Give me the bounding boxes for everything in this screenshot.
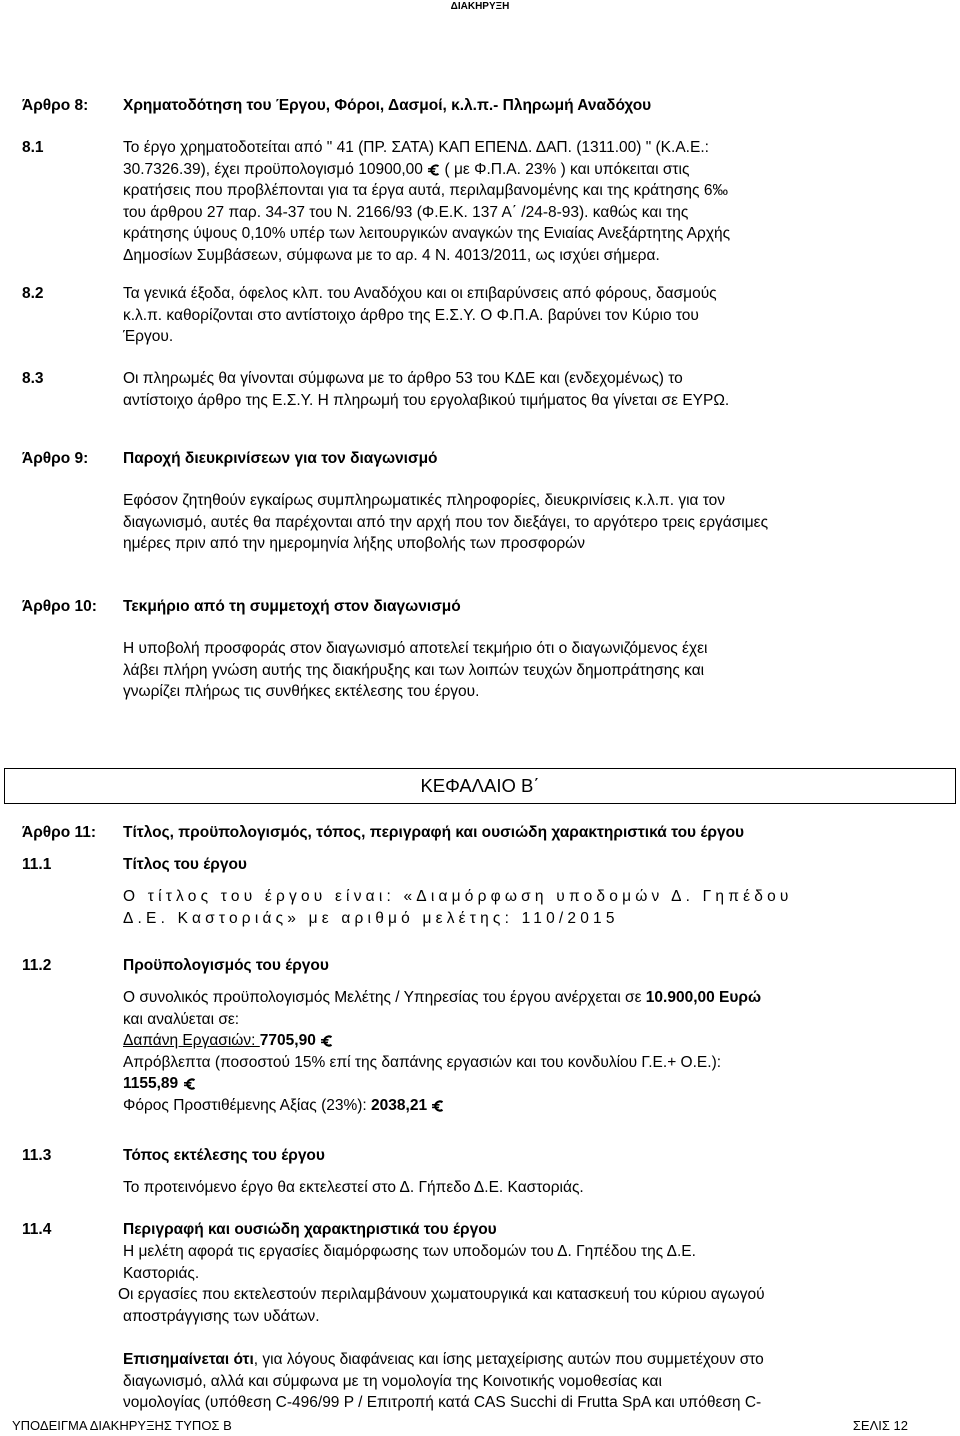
text-span: Δαπάνη Εργασιών: bbox=[123, 1032, 260, 1049]
text-line: και αναλύεται σε: bbox=[123, 1010, 240, 1028]
text-line bbox=[123, 1030, 908, 1052]
text-line: νομολογίας (υπόθεση C-496/99 P / Επιτροπή κατά CAS Succhi di Frutta SpA και υπόθεση C- bbox=[123, 1394, 762, 1411]
text-span: Ο συνολικός προϋπολογισμός Μελέτης / Υπηρεσίας του έργου ανέρχεται σε bbox=[123, 989, 646, 1006]
section-11-4-text-c bbox=[123, 1349, 898, 1414]
section-8-1-number: 8.1 bbox=[22, 139, 44, 156]
contingency-amount: 1155,89 bbox=[123, 1075, 179, 1092]
page-header: ΔΙΑΚΗΡΥΞΗ bbox=[450, 1, 510, 12]
text-span: Φόρος Προστιθέμενης Αξίας (23%): bbox=[123, 1096, 372, 1114]
section-11-1-text bbox=[123, 886, 913, 929]
section-11-3-number: 11.3 bbox=[22, 1147, 52, 1164]
text-line: αποστράγγισης των υδάτων. bbox=[123, 1307, 320, 1325]
section-11-4-text-b bbox=[118, 1284, 908, 1327]
article-11-number: Άρθρο 11: bbox=[22, 824, 97, 841]
text-line: Ο τίτλος του έργου είναι: «Διαμόρφωση υποδομών Δ. Γηπέδου bbox=[123, 888, 793, 905]
section-11-2-title: Προϋπολογισμός του έργου bbox=[123, 957, 329, 974]
total-budget: 10.900,00 Ευρώ bbox=[645, 989, 762, 1006]
text-line: Η υποβολή προσφοράς στον διαγωνισμό αποτελεί τεκμήριο ότι ο διαγωνιζόμενος έχει bbox=[123, 640, 708, 657]
section-11-4-number: 11.4 bbox=[22, 1221, 52, 1238]
article-8-title: Χρηματοδότηση του Έργου, Φόροι, Δασμοί, κ.λ.π.- Πληρωμή Αναδόχου bbox=[123, 97, 652, 114]
section-8-2-text bbox=[123, 283, 898, 348]
text-line: Δ.Ε. Καστοριάς» με αριθμό μελέτης: 110/2015 bbox=[123, 909, 619, 927]
text-line: κράτησης ύψους 0,10% υπέρ των λειτουργικών αναγκών της Ενιαίας Ανεξάρτητης Αρχής bbox=[123, 225, 731, 242]
text-line: Οι εργασίες που εκτελεστούν περιλαμβάνουν χωματουργικά και κατασκευή του κύριου αγωγού bbox=[118, 1286, 765, 1303]
chapter-heading: ΚΕΦΑΛΑΙΟ Β΄ bbox=[420, 775, 540, 796]
text-line: κρατήσεις που προβλέπονται για τα έργα αυτά, περιλαμβανομένης και της κράτησης 6‰ bbox=[123, 182, 728, 199]
text-line: Δημοσίων Συμβάσεων, σύμφωνα με το αρ. 4 Ν. 4013/2011, ως ισχύει σήμερα. bbox=[123, 246, 660, 264]
article-9-number: Άρθρο 9: bbox=[22, 450, 89, 467]
euro-icon bbox=[431, 1100, 444, 1111]
text-line: διαγωνισμό, αλλά και σύμφωνα με τη νομολογία της Κοινοτικής νομοθεσίας και bbox=[123, 1372, 662, 1390]
text-line: Οι πληρωμές θα γίνονται σύμφωνα με το άρθρο 53 του ΚΔΕ και (ενδεχομένως) το bbox=[123, 370, 683, 387]
text-line bbox=[123, 1095, 908, 1117]
text-span: ( με Φ.Π.Α. 23% ) και υπόκειται στις bbox=[444, 160, 690, 178]
text-line: Η μελέτη αφορά τις εργασίες διαμόρφωσης των υποδομών του Δ. Γηπέδου της Δ.Ε. bbox=[123, 1243, 696, 1260]
euro-icon bbox=[427, 164, 440, 175]
text-line bbox=[123, 1073, 908, 1095]
article-10-text bbox=[123, 638, 898, 703]
section-8-1-text bbox=[123, 137, 898, 266]
text-line: κ.λ.π. καθορίζονται στο αντίστοιχο άρθρο της Ε.Σ.Υ. Ο Φ.Π.Α. βαρύνει τον Κύριο του bbox=[123, 306, 699, 324]
labor-cost: 7705,90 bbox=[259, 1032, 316, 1049]
euro-icon bbox=[183, 1078, 196, 1089]
section-11-3-title: Τόπος εκτέλεσης του έργου bbox=[123, 1147, 325, 1164]
section-8-2-number: 8.2 bbox=[22, 285, 44, 302]
footer-left: ΥΠΟΔΕΙΓΜΑ ΔΙΑΚΗΡΥΞΗΣ ΤΥΠΟΣ Β bbox=[12, 1418, 232, 1433]
page-number: ΣΕΛΙΣ 12 bbox=[852, 1418, 908, 1433]
article-10-title: Τεκμήριο από τη συμμετοχή στον διαγωνισμό bbox=[123, 598, 461, 615]
article-9-text bbox=[123, 490, 898, 555]
section-8-3-number: 8.3 bbox=[22, 370, 44, 387]
section-11-2-number: 11.2 bbox=[22, 957, 52, 974]
text-span: , για λόγους διαφάνειας και ίσης μεταχείρισης αυτών που συμμετέχουν στο bbox=[253, 1351, 764, 1368]
text-line: του άρθρου 27 παρ. 34-37 του Ν. 2166/93 (Φ.Ε.Κ. 137 Α΄ /24-8-93). καθώς και της bbox=[123, 203, 689, 221]
section-8-3-text bbox=[123, 368, 898, 411]
text-line: Εφόσον ζητηθούν εγκαίρως συμπληρωματικές πληροφορίες, διευκρινίσεις κ.λ.π. για τον bbox=[123, 492, 726, 509]
text-line: Το έργο χρηματοδοτείται από " 41 (ΠΡ. ΣΑΤΑ) ΚΑΠ ΕΠΕΝΔ. ΔΑΠ. (1311.00) " (Κ.Α.Ε.: bbox=[123, 139, 709, 156]
chapter-heading-box bbox=[4, 768, 956, 804]
vat-amount: 2038,21 bbox=[371, 1096, 428, 1114]
text-line bbox=[123, 159, 898, 181]
text-span: 30.7326.39), έχει προϋπολογισμό 10900,00 bbox=[123, 160, 423, 178]
text-line bbox=[123, 1349, 898, 1371]
euro-icon bbox=[320, 1035, 333, 1046]
text-line: λάβει πλήρη γνώση αυτής της διακήρυξης και των λοιπών τευχών δημοπράτησης και bbox=[123, 661, 705, 679]
text-line: ημέρες πριν από την ημερομηνία λήξης υποβολής των προσφορών bbox=[123, 535, 586, 552]
text-line: Έργου. bbox=[123, 328, 174, 345]
text-line: Απρόβλεπτα (ποσοστού 15% επί της δαπάνης εργασιών και του κονδυλίου Γ.Ε.+ Ο.Ε.): bbox=[123, 1053, 722, 1071]
section-11-1-title: Τίτλος του έργου bbox=[123, 856, 247, 873]
section-11-4-text-a bbox=[123, 1241, 898, 1284]
section-11-3-text: Το προτεινόμενο έργο θα εκτελεστεί στο Δ. Γήπεδο Δ.Ε. Καστοριάς. bbox=[123, 1179, 584, 1196]
article-11-title: Τίτλος, προϋπολογισμός, τόπος, περιγραφή και ουσιώδη χαρακτηριστικά του έργου bbox=[123, 824, 745, 841]
text-line: Καστοριάς. bbox=[123, 1264, 200, 1282]
article-8-number: Άρθρο 8: bbox=[22, 97, 89, 114]
article-9-title: Παροχή διευκρινίσεων για τον διαγωνισμό bbox=[123, 450, 438, 467]
section-11-1-number: 11.1 bbox=[22, 856, 52, 873]
article-10-number: Άρθρο 10: bbox=[22, 598, 97, 615]
text-line: διαγωνισμό, αυτές θα παρέχονται από την αρχή που τον διεξάγει, το αργότερο τρεις εργάσιμες bbox=[123, 513, 769, 531]
section-11-4-title: Περιγραφή και ουσιώδη χαρακτηριστικά του έργου bbox=[123, 1221, 497, 1238]
text-line bbox=[123, 987, 908, 1009]
text-line: γνωρίζει πλήρως τις συνθήκες εκτέλεσης του έργου. bbox=[123, 683, 480, 700]
emphasis-label: Επισημαίνεται ότι bbox=[123, 1351, 254, 1368]
text-line: αντίστοιχο άρθρο της Ε.Σ.Υ. Η πληρωμή του εργολαβικού τιμήματος θα γίνεται σε ΕΥΡΩ. bbox=[123, 391, 730, 409]
section-11-2-text bbox=[123, 987, 908, 1116]
text-line: Τα γενικά έξοδα, όφελος κλπ. του Αναδόχου και οι επιβαρύνσεις από φόρους, δασμούς bbox=[123, 285, 717, 302]
